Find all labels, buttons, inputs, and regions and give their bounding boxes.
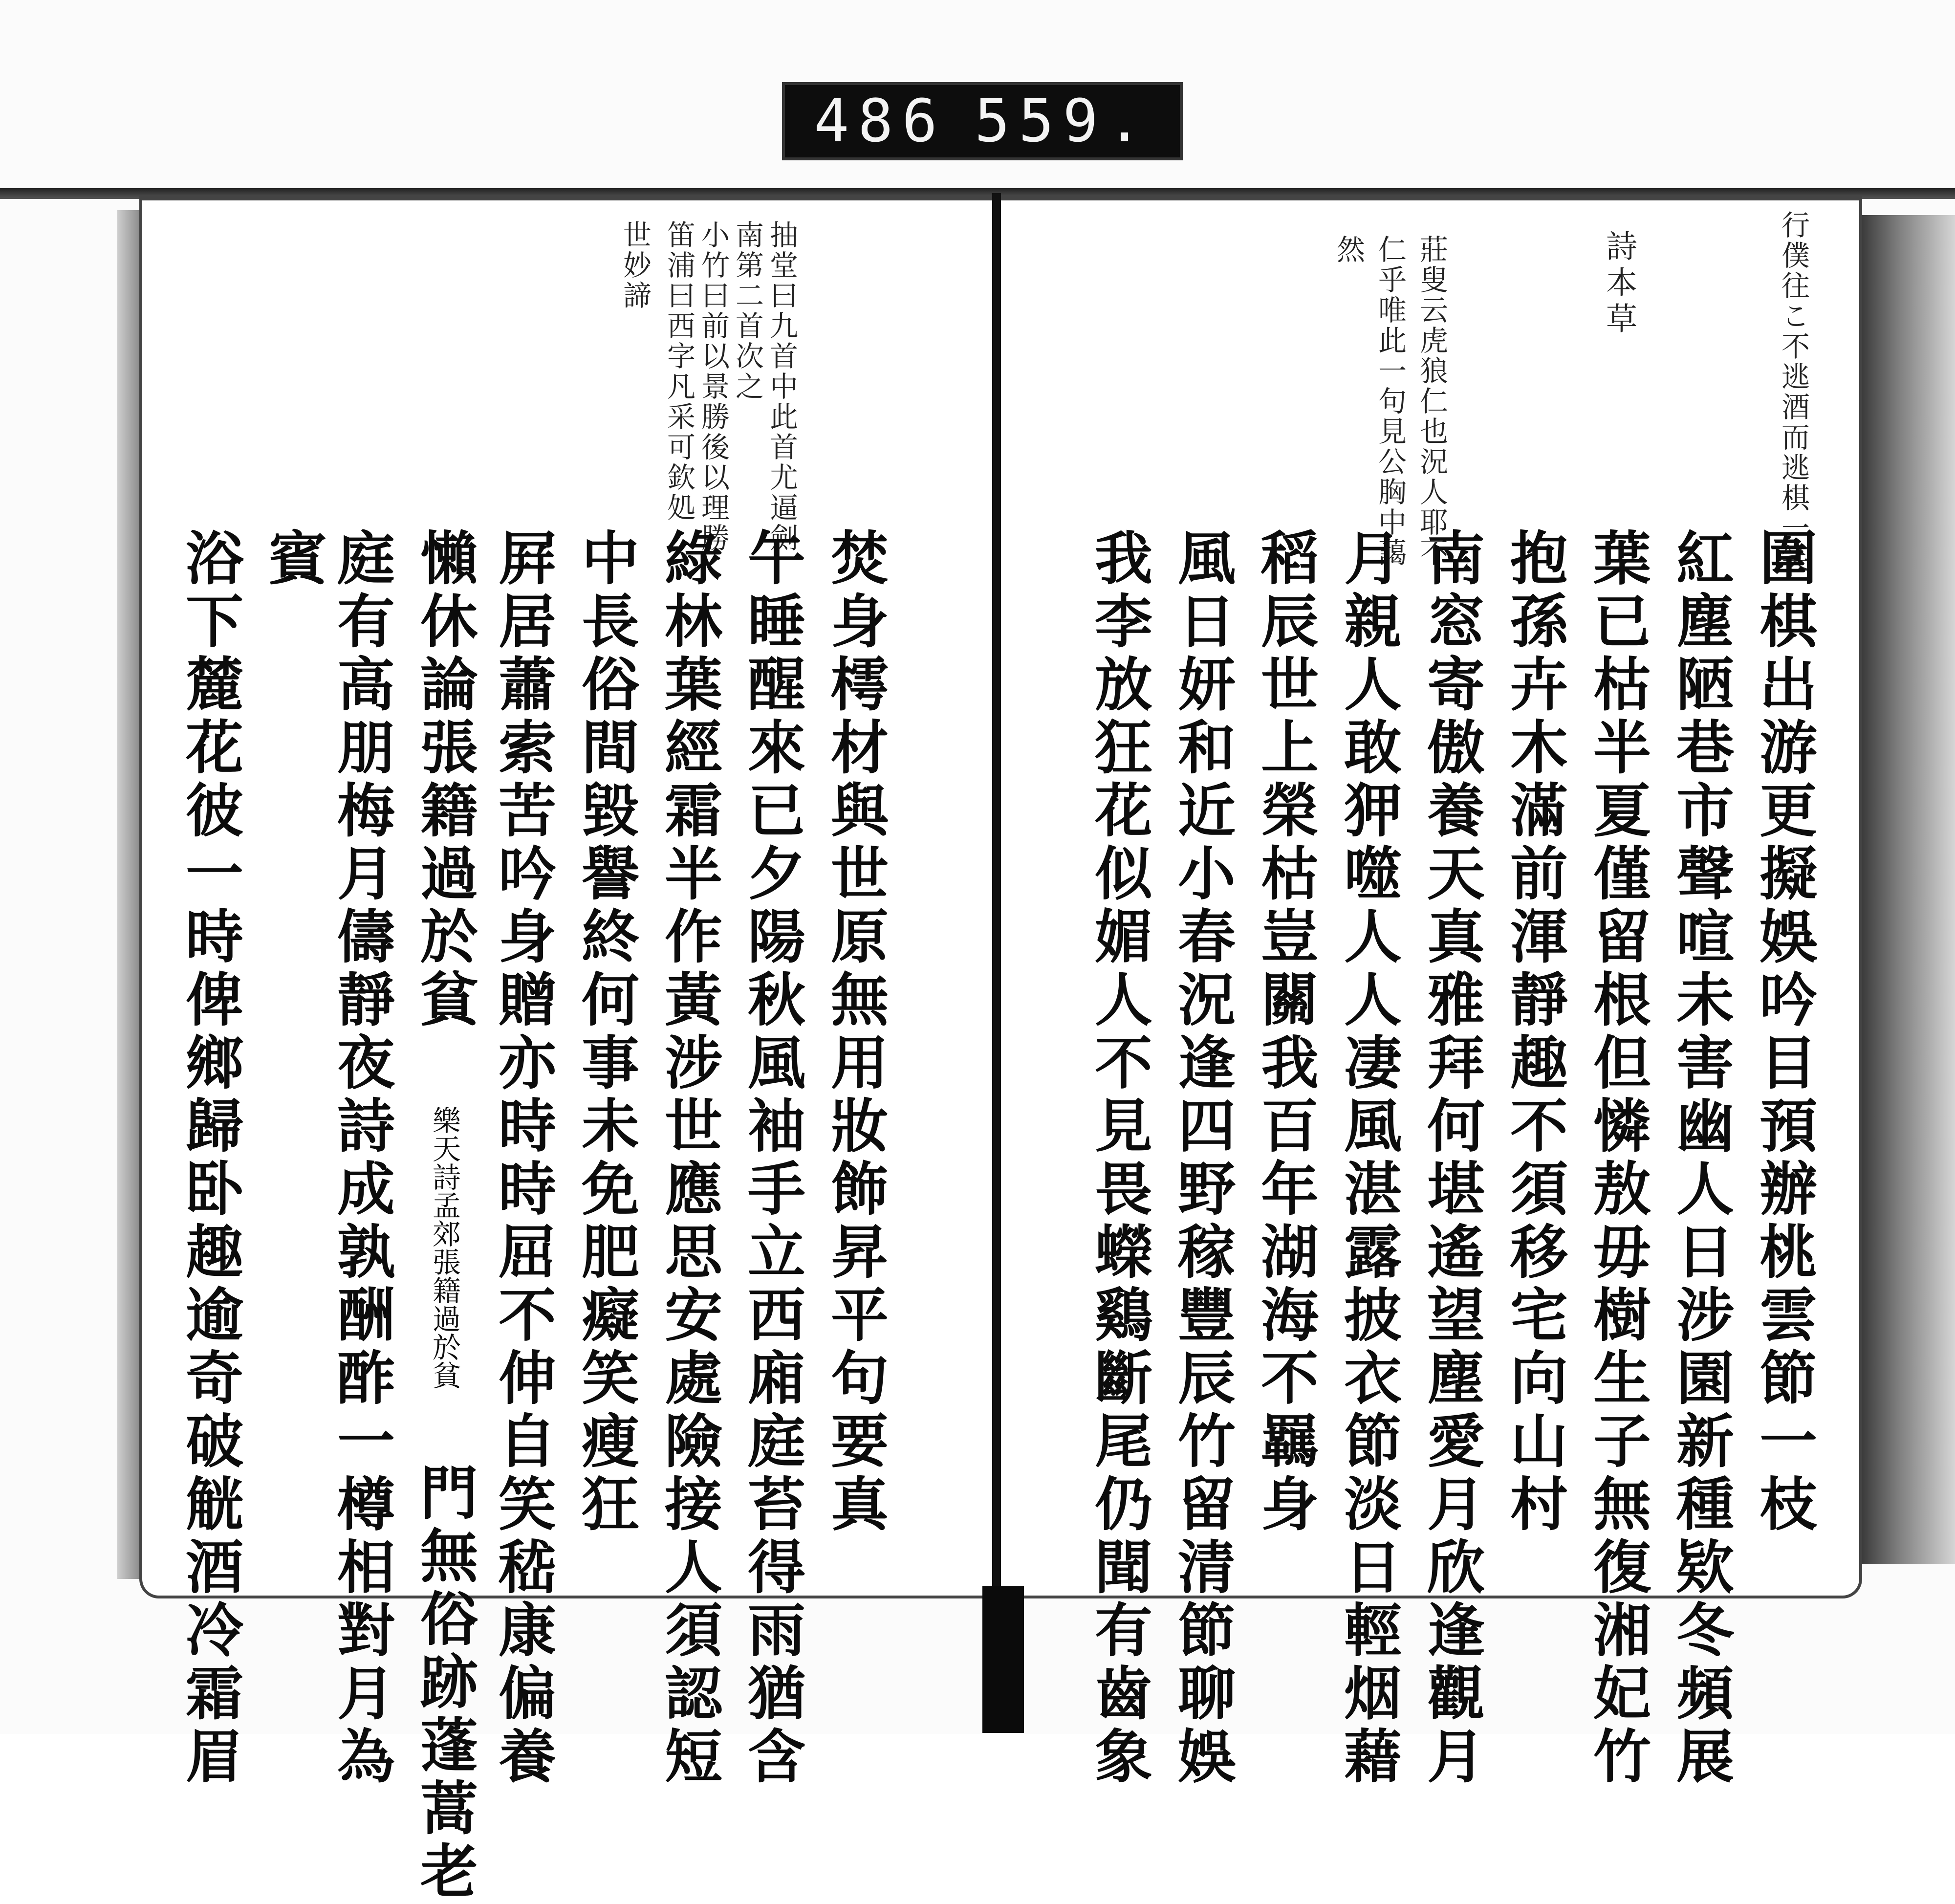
right-line-5: 南窓寄傲養天真雅拜何堪遙望塵愛月欣逢觀月 (1417, 528, 1485, 1789)
label-number-b: 559. (974, 87, 1151, 155)
right-line-3: 葉已枯半夏僅留根但憐敖毋樹生子無復湘妃竹 (1584, 528, 1651, 1789)
right-line-9: 我李放狂花似媚人不見畏蠑鷄斷尾仍聞有齒象 (1085, 528, 1153, 1789)
left-line-2: 午睡醒來已夕陽秋風袖手立西廂庭苔得雨猶含 (738, 528, 806, 1789)
right-note-2: 詩本草 (1601, 230, 1637, 338)
left-line-6-continued: 門無俗跡蓬蒿老 (411, 1463, 478, 1904)
left-line-6-main: 懶休論張籍過於貧 (411, 528, 478, 1032)
left-note-1: 抽堂曰九首中此首尤逼劍 (765, 220, 798, 553)
left-line-8: 賓 (259, 528, 327, 591)
right-note-1: 行僕往こ不逃酒而逃棋一笑 (1777, 210, 1810, 574)
left-line-5: 屛居蕭索苦吟身贈亦時時屈不伸自笑嵇康偏養 (489, 528, 557, 1789)
right-line-1: 圍棋出游更擬娛吟目預辦桃雲節一枝 (1750, 528, 1818, 1537)
left-line-1: 焚身樗材與世原無用妝飾昇平句要真 (821, 528, 889, 1537)
right-page-edge-shadow (1862, 215, 1955, 1564)
left-line-7: 庭有高朋梅月儔靜夜詩成孰酬酢一樽相對月為 (327, 528, 395, 1789)
left-note-2: 南第二首次之 (731, 220, 764, 402)
left-note-5: 世妙諦 (618, 220, 652, 311)
left-page-edge-shadow (117, 210, 142, 1579)
book-spine (992, 193, 1001, 1596)
right-line-7: 稻辰世上榮枯豈關我百年湖海不羈身 (1251, 528, 1319, 1537)
right-note-4: 仁乎唯此一句見公胸中藹 (1373, 235, 1407, 568)
left-line-4: 中長俗間毀譽終何事未免肥癡笑瘦狂 (572, 528, 640, 1537)
right-note-3: 莊叟云虎狼仁也況人耶不 (1415, 235, 1448, 568)
left-note-3: 小竹曰前以景勝後以理勝 (696, 220, 730, 553)
left-note-4: 笛浦曰西字凡采可欽処 (662, 220, 695, 523)
page-number-label (782, 82, 1183, 160)
label-number-a: 486 (814, 87, 946, 155)
right-line-8: 風日妍和近小春況逢四野稼豐辰竹留清節聊娛 (1168, 528, 1236, 1789)
right-line-2: 紅塵陋巷市聲喧未害幽人日涉園新種欵冬頻展 (1667, 528, 1735, 1789)
right-line-4: 抱孫卉木滿前渾靜趣不須移宅向山村 (1500, 528, 1568, 1537)
spine-binding-block (982, 1586, 1024, 1733)
left-line-6-inline-note: 樂天詩孟郊張籍過於貧 (428, 1106, 461, 1389)
left-line-9: 浴下麓花彼一時俾鄉歸卧趣逾奇破觥酒冷霜眉 (176, 528, 244, 1789)
right-note-5: 然 (1332, 235, 1365, 265)
left-line-3: 綠林葉經霜半作黃涉世應思安處險接人須認短 (655, 528, 723, 1789)
right-line-6: 月親人敢狎噬人人凄風湛露披衣節淡日輕烟藉 (1334, 528, 1402, 1789)
left-line-6 (411, 528, 478, 1904)
